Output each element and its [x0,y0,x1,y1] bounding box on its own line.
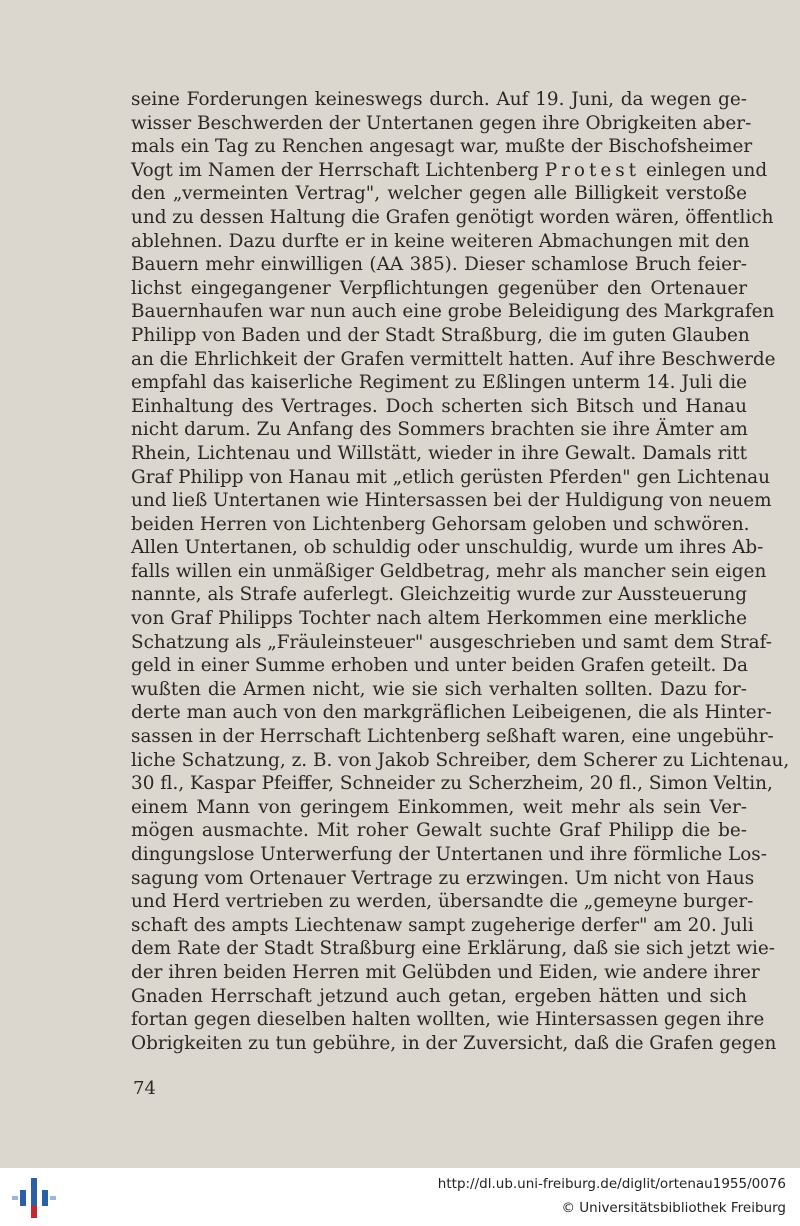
text-line: sassen in der Herrschaft Lichtenberg seßhaft waren, eine ungebühr- [131,726,774,748]
text-segment: Vogt im Namen der Herrschaft Lichtenberg [131,159,539,181]
emphasized-word: Protest [544,159,641,181]
text-line: und zu dessen Haltung die Grafen genötigt worden wären, öffentlich [131,206,774,228]
text-line: Graf Philipp von Hanau mit „etlich gerüsten Pferden" gen Lichtenau [131,466,770,488]
text-line: dingungslose Unterwerfung der Untertanen und ihre förmliche Los- [131,844,767,865]
library-logo-icon [10,1174,58,1222]
text-line: der ihren beiden Herren mit Gelübden und Eiden, wie andere ihrer [131,961,760,983]
text-line: Schatzung als „Fräuleinsteuer" ausgeschrieben und samt dem Straf- [131,631,772,653]
text-line: Philipp von Baden und der Stadt Straßburg, die im guten Glauben [131,324,750,346]
text-line: Rhein, Lichtenau und Willstätt, wieder in ihre Gewalt. Damals ritt [131,442,747,464]
text-line: und Herd vertrieben zu werden, übersandte die „gemeyne burger- [131,891,754,913]
text-line: an die Ehrlichkeit der Grafen vermittelt hatten. Auf ihre Beschwerde [131,348,776,370]
text-line: Gnaden Herrschaft jetzund auch getan, ergeben hätten und sich [131,985,747,1007]
text-line: 30 fl., Kaspar Pfeiffer, Schneider zu Scherzheim, 20 fl., Simon Veltin, [131,773,773,795]
text-line: Bauern mehr einwilligen (AA 385). Dieser schamlose Bruch feier- [131,254,747,276]
text-line: mals ein Tag zu Renchen angesagt war, mußte der Bischofsheimer [131,136,753,158]
text-line: Obrigkeiten zu tun gebühre, in der Zuversicht, daß die Grafen gegen [131,1032,777,1054]
text-line: ablehnen. Dazu durfte er in keine weiteren Abmachungen mit den [131,230,750,252]
text-line: lichst eingegangener Verpflichtungen gegenüber den Ortenauer [131,277,747,299]
text-line: schaft des ampts Liechtenaw sampt zugeherige derfer" am 20. Juli [131,914,754,936]
page-number: 74 [133,1078,156,1099]
text-line: mögen ausmachte. Mit roher Gewalt suchte Graf Philipp die be- [131,820,747,842]
text-segment: einlegen und [645,159,768,181]
text-line: dem Rate der Stadt Straßburg eine Erklärung, daß sie sich jetzt wie- [131,938,775,960]
viewer-footer [0,1168,800,1226]
text-line: Bauernhaufen war nun auch eine grobe Beleidigung des Markgrafen [131,301,775,323]
text-line: nicht darum. Zu Anfang des Sommers brachten sie ihre Ämter am [131,419,748,441]
permalink-link[interactable]: http://dl.ub.uni-freiburg.de/diglit/ortenau1955/0076 [437,1176,786,1192]
text-line: falls willen ein unmäßiger Geldbetrag, mehr als mancher sein eigen [131,560,767,582]
text-line: Einhaltung des Vertrages. Doch scherten sich Bitsch und Hanau [131,395,747,417]
body-text [131,88,790,1055]
text-line-with-emphasis [131,159,768,183]
text-line: und ließ Untertanen wie Hintersassen bei der Huldigung von neuem [131,490,772,512]
text-line: empfahl das kaiserliche Regiment zu Eßlingen unterm 14. Juli die [131,372,747,394]
text-line: beiden Herren von Lichtenberg Gehorsam geloben und schwören. [131,513,750,535]
text-line: derte man auch von den markgräflichen Leibeigenen, die als Hinter- [131,702,772,724]
text-line: wisser Beschwerden der Untertanen gegen ihre Obrigkeiten aber- [131,112,752,134]
text-line: nannte, als Strafe auferlegt. Gleichzeitig wurde zur Aussteuerung [131,584,747,606]
text-line: liche Schatzung, z. B. von Jakob Schreiber, dem Scherer zu Lichtenau, [131,749,790,771]
text-line: sagung vom Ortenauer Vertrage zu erzwingen. Um nicht von Haus [131,867,755,889]
text-line: geld in einer Summe erhoben und unter beiden Grafen geteilt. Da [131,655,748,677]
text-line: Allen Untertanen, ob schuldig oder unschuldig, wurde um ihres Ab- [131,537,764,559]
text-line: einem Mann von geringem Einkommen, weit mehr als sein Ver- [131,796,747,818]
text-line: von Graf Philipps Tochter nach altem Herkommen eine merkliche [131,608,747,630]
text-line: den „vermeinten Vertrag", welcher gegen alle Billigkeit verstoße [131,183,747,205]
text-line: wußten die Armen nicht, wie sie sich verhalten sollten. Dazu for- [131,678,747,700]
text-line: seine Forderungen keineswegs durch. Auf 19. Juni, da wegen ge- [131,89,747,110]
copyright-notice: © Universitätsbibliothek Freiburg [561,1200,786,1216]
text-line: fortan gegen dieselben halten wollten, wie Hintersassen gegen ihre [131,1009,765,1031]
